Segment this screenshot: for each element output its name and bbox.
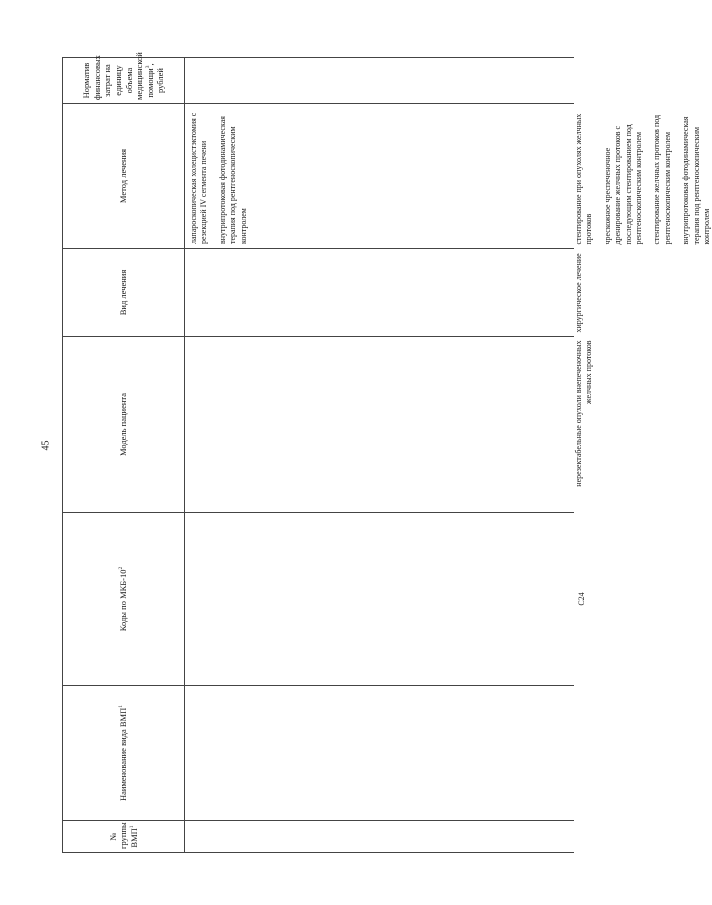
rotated-page — [62, 52, 711, 853]
header-icd-codes: Коды по МКБ-$10^2$ — [63, 513, 185, 686]
patient-model-text: нерезектабельные опухоли внепеченочных желчных протоков — [574, 340, 594, 487]
method-text: внутрипротоковая фотодинамическая терапия под рентгеноскопическим контролем — [217, 116, 248, 244]
vmp-table — [62, 52, 712, 853]
method-text: чрескожное чреспеченочное дренирование желчных протоков с последующим стентированием под рентгеноскопическим контролем — [602, 124, 643, 245]
header-cost-norm: Норматив финансовых затрат на единицу объема медицинской помощи$^3$, рублей — [63, 58, 185, 104]
header-treatment-method: Метод лечения — [63, 104, 185, 249]
header-treatment-type: Вид лечения — [63, 249, 185, 337]
icd-code: C24 — [577, 592, 586, 606]
header-vmp-name: Наименование вида ВМП$^1$ — [63, 686, 185, 821]
header-patient-model: Модель пациента — [63, 337, 185, 513]
table-header-row — [63, 58, 185, 853]
method-text: стентирование желчных протоков под рентгеноскопическим контролем — [652, 114, 672, 245]
page-number: 45 — [40, 440, 52, 451]
method-text: внутрипротоковая фотодинамическая терапия под рентгеноскопическим контролем — [681, 116, 711, 245]
header-group-number: № группы ВМП$^1$ — [63, 821, 185, 853]
table-row — [574, 58, 712, 853]
table-row — [185, 58, 575, 853]
method-text: стентирование при опухолях желчных протоков — [574, 113, 594, 245]
method-text: лапароскопическая холецистэктомия с резекцией IV сегмента печени — [189, 112, 209, 244]
treatment-type-text: хирургическое лечение — [574, 253, 583, 333]
